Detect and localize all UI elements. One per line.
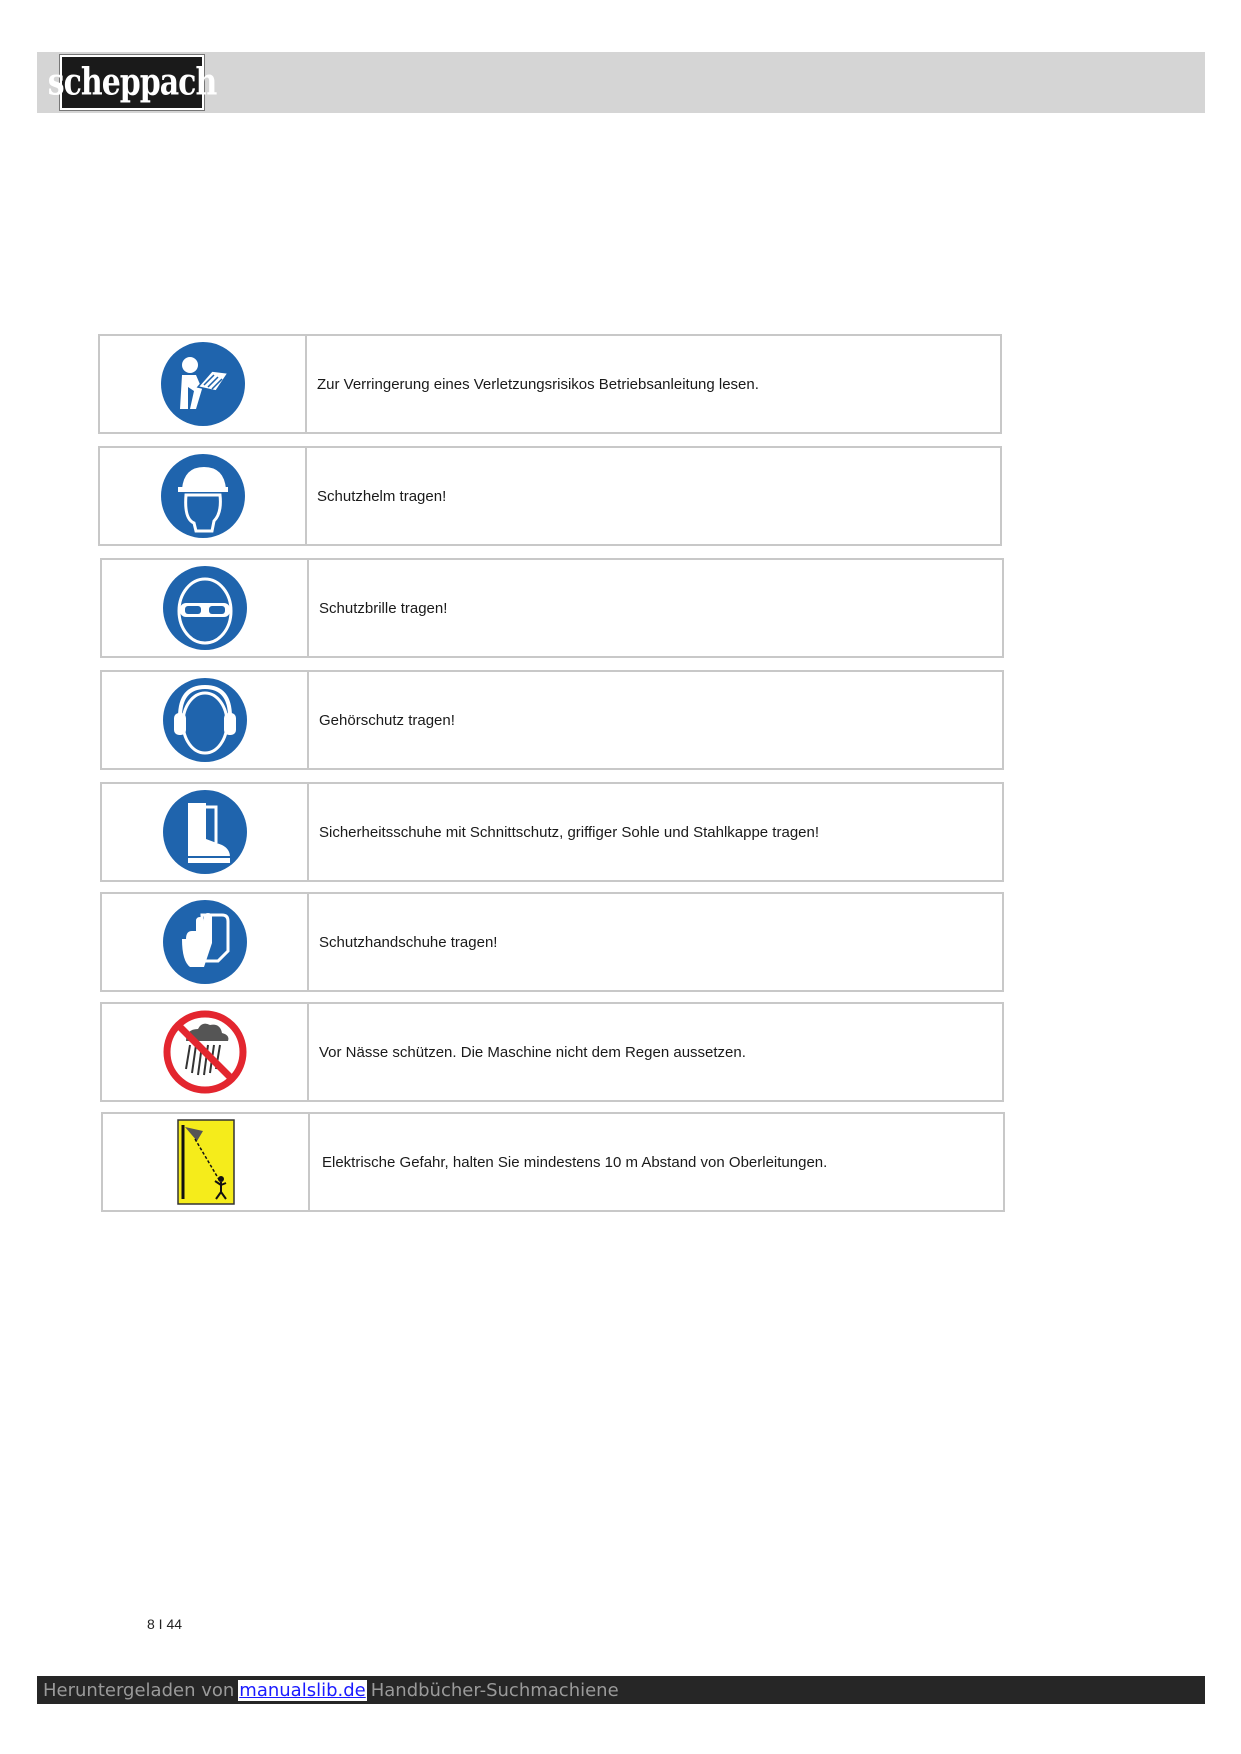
- sign-text: Zur Verringerung eines Verletzungsrisikos Betriebsanleitung lesen.: [317, 375, 759, 393]
- sign-row-safety-boots: [100, 782, 1004, 882]
- safety-goggles-icon: [162, 565, 248, 651]
- ear-protection-icon: [162, 677, 248, 763]
- sign-text: Elektrische Gefahr, halten Sie mindestens 10 m Abstand von Oberleitungen.: [322, 1153, 828, 1171]
- safety-gloves-icon: [162, 899, 248, 985]
- sign-row-read-manual: [98, 334, 1002, 434]
- sign-row-ear-protection: [100, 670, 1004, 770]
- power-line-warning-icon: [177, 1119, 235, 1205]
- sign-cell: [103, 1114, 310, 1210]
- download-footer: [37, 1676, 1205, 1704]
- sign-cell: [102, 1004, 309, 1100]
- logo-text: scheppach: [47, 60, 217, 105]
- safety-helmet-icon: [160, 453, 246, 539]
- scheppach-logo: [47, 55, 217, 110]
- sign-cell: [102, 894, 309, 990]
- sign-cell: [100, 336, 307, 432]
- sign-row-power-line: [101, 1112, 1005, 1212]
- footer-suffix: Handbücher-Suchmachiene: [370, 1679, 619, 1701]
- sign-row-goggles: [100, 558, 1004, 658]
- safety-boots-icon: [162, 789, 248, 875]
- sign-text: Vor Nässe schützen. Die Maschine nicht dem Regen aussetzen.: [319, 1043, 746, 1061]
- sign-row-no-rain: [100, 1002, 1004, 1102]
- sign-cell: [102, 560, 309, 656]
- sign-text: Schutzhandschuhe tragen!: [319, 933, 498, 951]
- manualslib-link[interactable]: manualslib.de: [239, 1679, 366, 1701]
- sign-text: Schutzbrille tragen!: [319, 599, 448, 617]
- page-number: 8 I 44: [147, 1616, 183, 1632]
- sign-text: Sicherheitsschuhe mit Schnittschutz, griffiger Sohle und Stahlkappe tragen!: [319, 823, 820, 841]
- read-manual-icon: [160, 341, 246, 427]
- footer-prefix: Heruntergeladen von: [43, 1679, 235, 1701]
- no-rain-icon: [162, 1009, 248, 1095]
- sign-cell: [102, 672, 309, 768]
- sign-row-helmet: [98, 446, 1002, 546]
- sign-text: Gehörschutz tragen!: [319, 711, 455, 729]
- sign-cell: [102, 784, 309, 880]
- sign-cell: [100, 448, 307, 544]
- sign-row-safety-gloves: [100, 892, 1004, 992]
- sign-text: Schutzhelm tragen!: [317, 487, 447, 505]
